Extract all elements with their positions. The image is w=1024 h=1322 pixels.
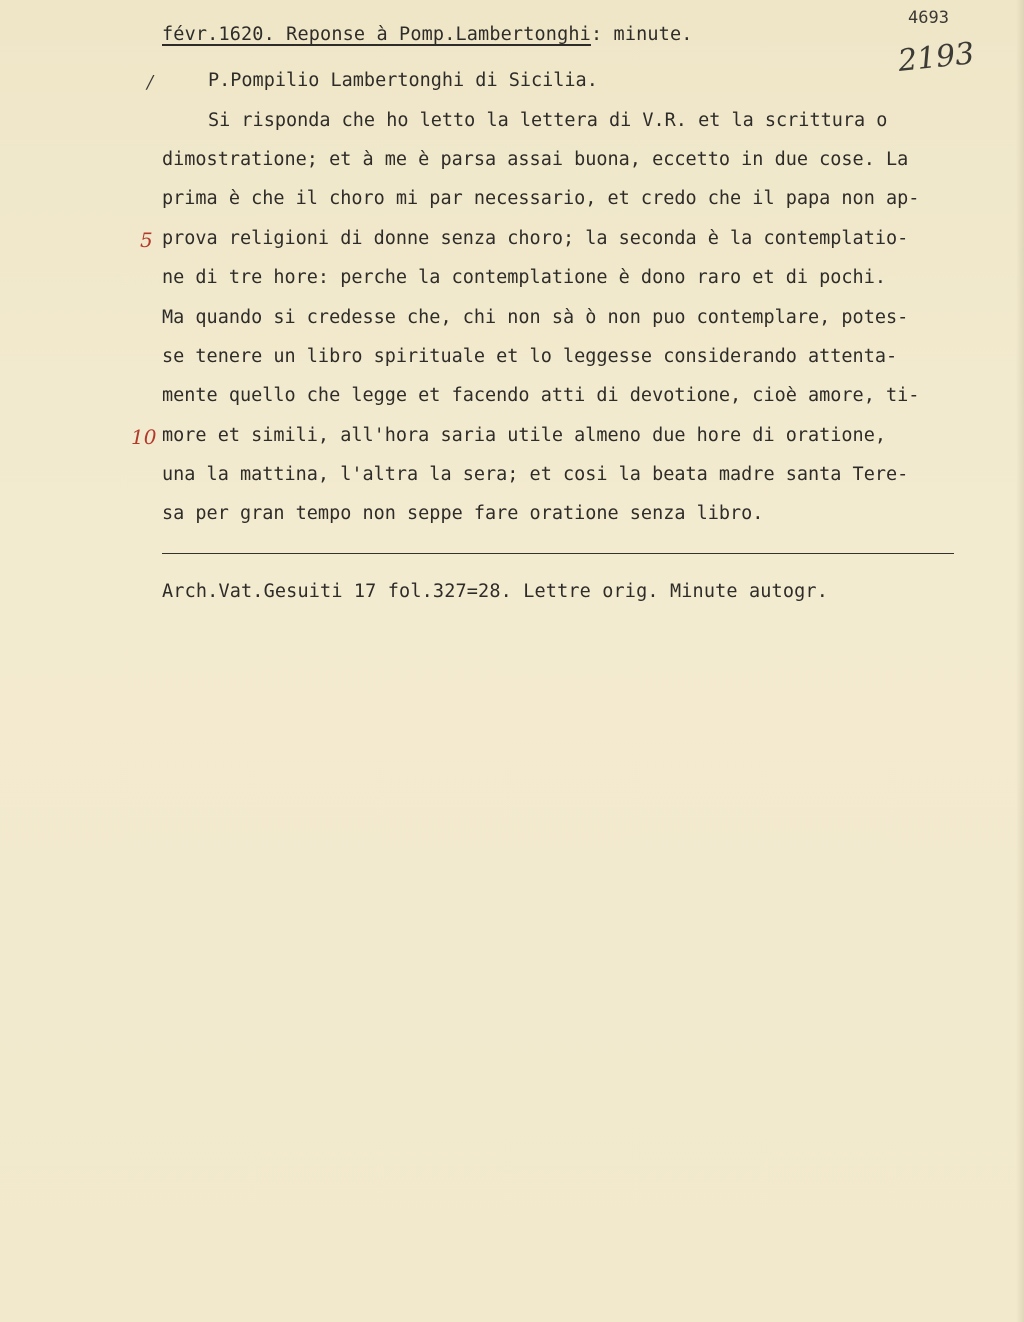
- body-line: prova religioni di donne senza choro; la seconda è la contemplatio-: [162, 228, 909, 249]
- body-line: una la mattina, l'altra la sera; et cosi la beata madre santa Tere-: [162, 464, 909, 485]
- body-line: prima è che il choro mi par necessario, et credo che il papa non ap-: [162, 188, 920, 209]
- margin-line-mark-10: 10: [131, 425, 157, 449]
- page-edge-shadow: [1016, 0, 1024, 1322]
- margin-line-mark-1: /: [147, 72, 154, 93]
- page-number: 4693: [908, 8, 949, 28]
- body-line: Ma quando si credesse che, chi non sà ò non puo contemplare, potes-: [162, 307, 909, 328]
- body-line: Si risponda che ho letto la lettera di V.R. et la scrittura o: [208, 110, 888, 131]
- source-citation: Arch.Vat.Gesuiti 17 fol.327=28. Lettre orig. Minute autogr.: [162, 581, 828, 602]
- body-line: ne di tre hore: perche la contemplatione è dono raro et di pochi.: [162, 267, 886, 288]
- body-line: dimostratione; et à me è parsa assai buona, eccetto in due cose. La: [162, 149, 909, 170]
- body-line: se tenere un libro spirituale et lo leggesse considerando attenta-: [162, 346, 898, 367]
- body-line: sa per gran tempo non seppe fare oratione senza libro.: [162, 503, 764, 524]
- header-title: févr.1620. Reponse à Pomp.Lambertonghi: [162, 24, 591, 45]
- body-line: mente quello che legge et facendo atti di devotione, cioè amore, ti-: [162, 385, 920, 406]
- margin-line-mark-5: 5: [140, 228, 153, 252]
- handwritten-folio-number: 2193: [896, 36, 976, 79]
- addressee-line: P.Pompilio Lambertonghi di Sicilia.: [208, 70, 598, 91]
- body-line: more et simili, all'hora saria utile almeno due hore di oratione,: [162, 425, 886, 446]
- header-suffix: : minute.: [590, 24, 693, 45]
- document-header: [162, 24, 693, 45]
- separator-rule: [162, 553, 954, 554]
